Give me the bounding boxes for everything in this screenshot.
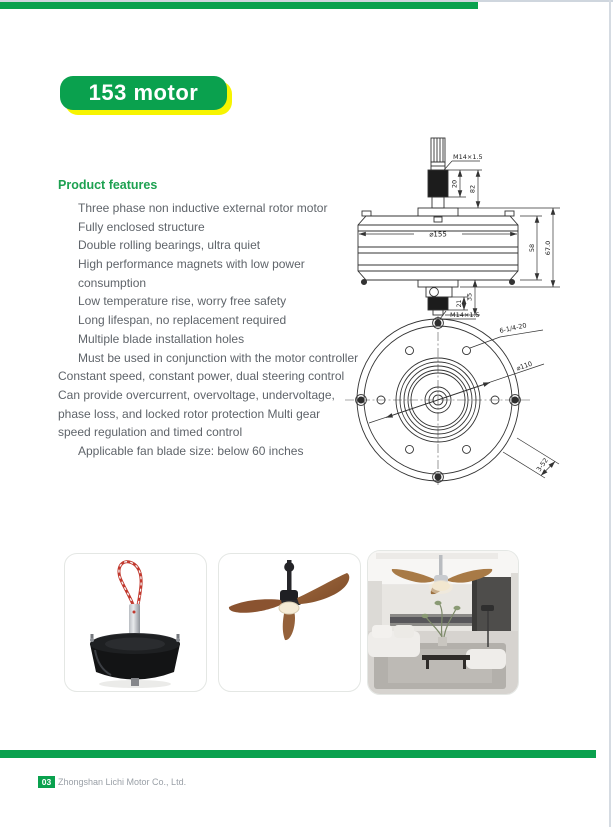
dim-label-dia110: ⌀110 [515,359,534,373]
dim-label-35: 35 [465,292,474,302]
top-view-dimension-lines [369,330,559,478]
dim-label-dia155: ⌀155 [429,230,447,239]
photo-card-fan [218,553,361,692]
feature-item: Applicable fan blade size: below 60 inches [78,443,304,458]
living-room-photo [368,551,518,694]
feature-item: consumption [78,275,147,290]
feature-item: Three phase non inductive external rotor motor [78,201,328,215]
feature-item: High performance magnets with low power [78,257,305,272]
dim-label-thread-top: M14×1.5 [453,153,483,161]
dim-label-21: 21 [456,299,463,308]
feature-item: Must be used in conjunction with the motor controller [78,350,359,365]
dim-label-mount-holes: 6-1/4-20 [498,321,528,335]
section-title-badge [60,76,227,110]
feature-item: Constant speed, constant power, dual steering control [58,369,345,384]
page-title: 153 motor [88,80,199,105]
dim-label-82: 82 [468,184,477,194]
motor-cad-drawing [340,130,612,495]
dim-label-58: 58 [528,243,536,253]
features-heading: Product features [58,178,158,192]
page-number-badge: 03 [38,776,55,788]
side-view [358,138,518,315]
header-accent-bar [0,2,478,9]
technical-drawing [340,130,612,495]
motor-photo [65,554,206,691]
feature-item: phase loss, and locked rotor protection Multi gear [58,406,321,421]
feature-item: Double rolling bearings, ultra quiet [78,238,261,253]
side-view-dimension-lines [359,161,560,319]
center-lines [345,316,532,486]
dim-label-3-52: 3-52 [534,456,550,474]
feature-item: speed regulation and timed control [58,425,243,440]
photo-card-room [367,550,519,695]
feature-item: Can provide overcurrent, overvoltage, undervoltage, [58,387,335,402]
dim-label-20: 20 [450,179,459,189]
company-name: Zhongshan Lichi Motor Co., Ltd. [58,777,187,787]
footer-accent-bar [0,750,596,758]
dim-label-thread-bottom: M14×1.5 [450,311,480,319]
feature-item: Low temperature rise, worry free safety [78,294,287,309]
ceiling-fan-photo [219,554,360,691]
feature-item: Long lifespan, no replacement required [78,313,287,328]
features-list [58,199,368,461]
dim-label-67: 67.0 [544,240,552,256]
feature-item: Fully enclosed structure [78,219,205,234]
photo-card-motor [64,553,207,692]
feature-item: Multiple blade installation holes [78,331,245,346]
